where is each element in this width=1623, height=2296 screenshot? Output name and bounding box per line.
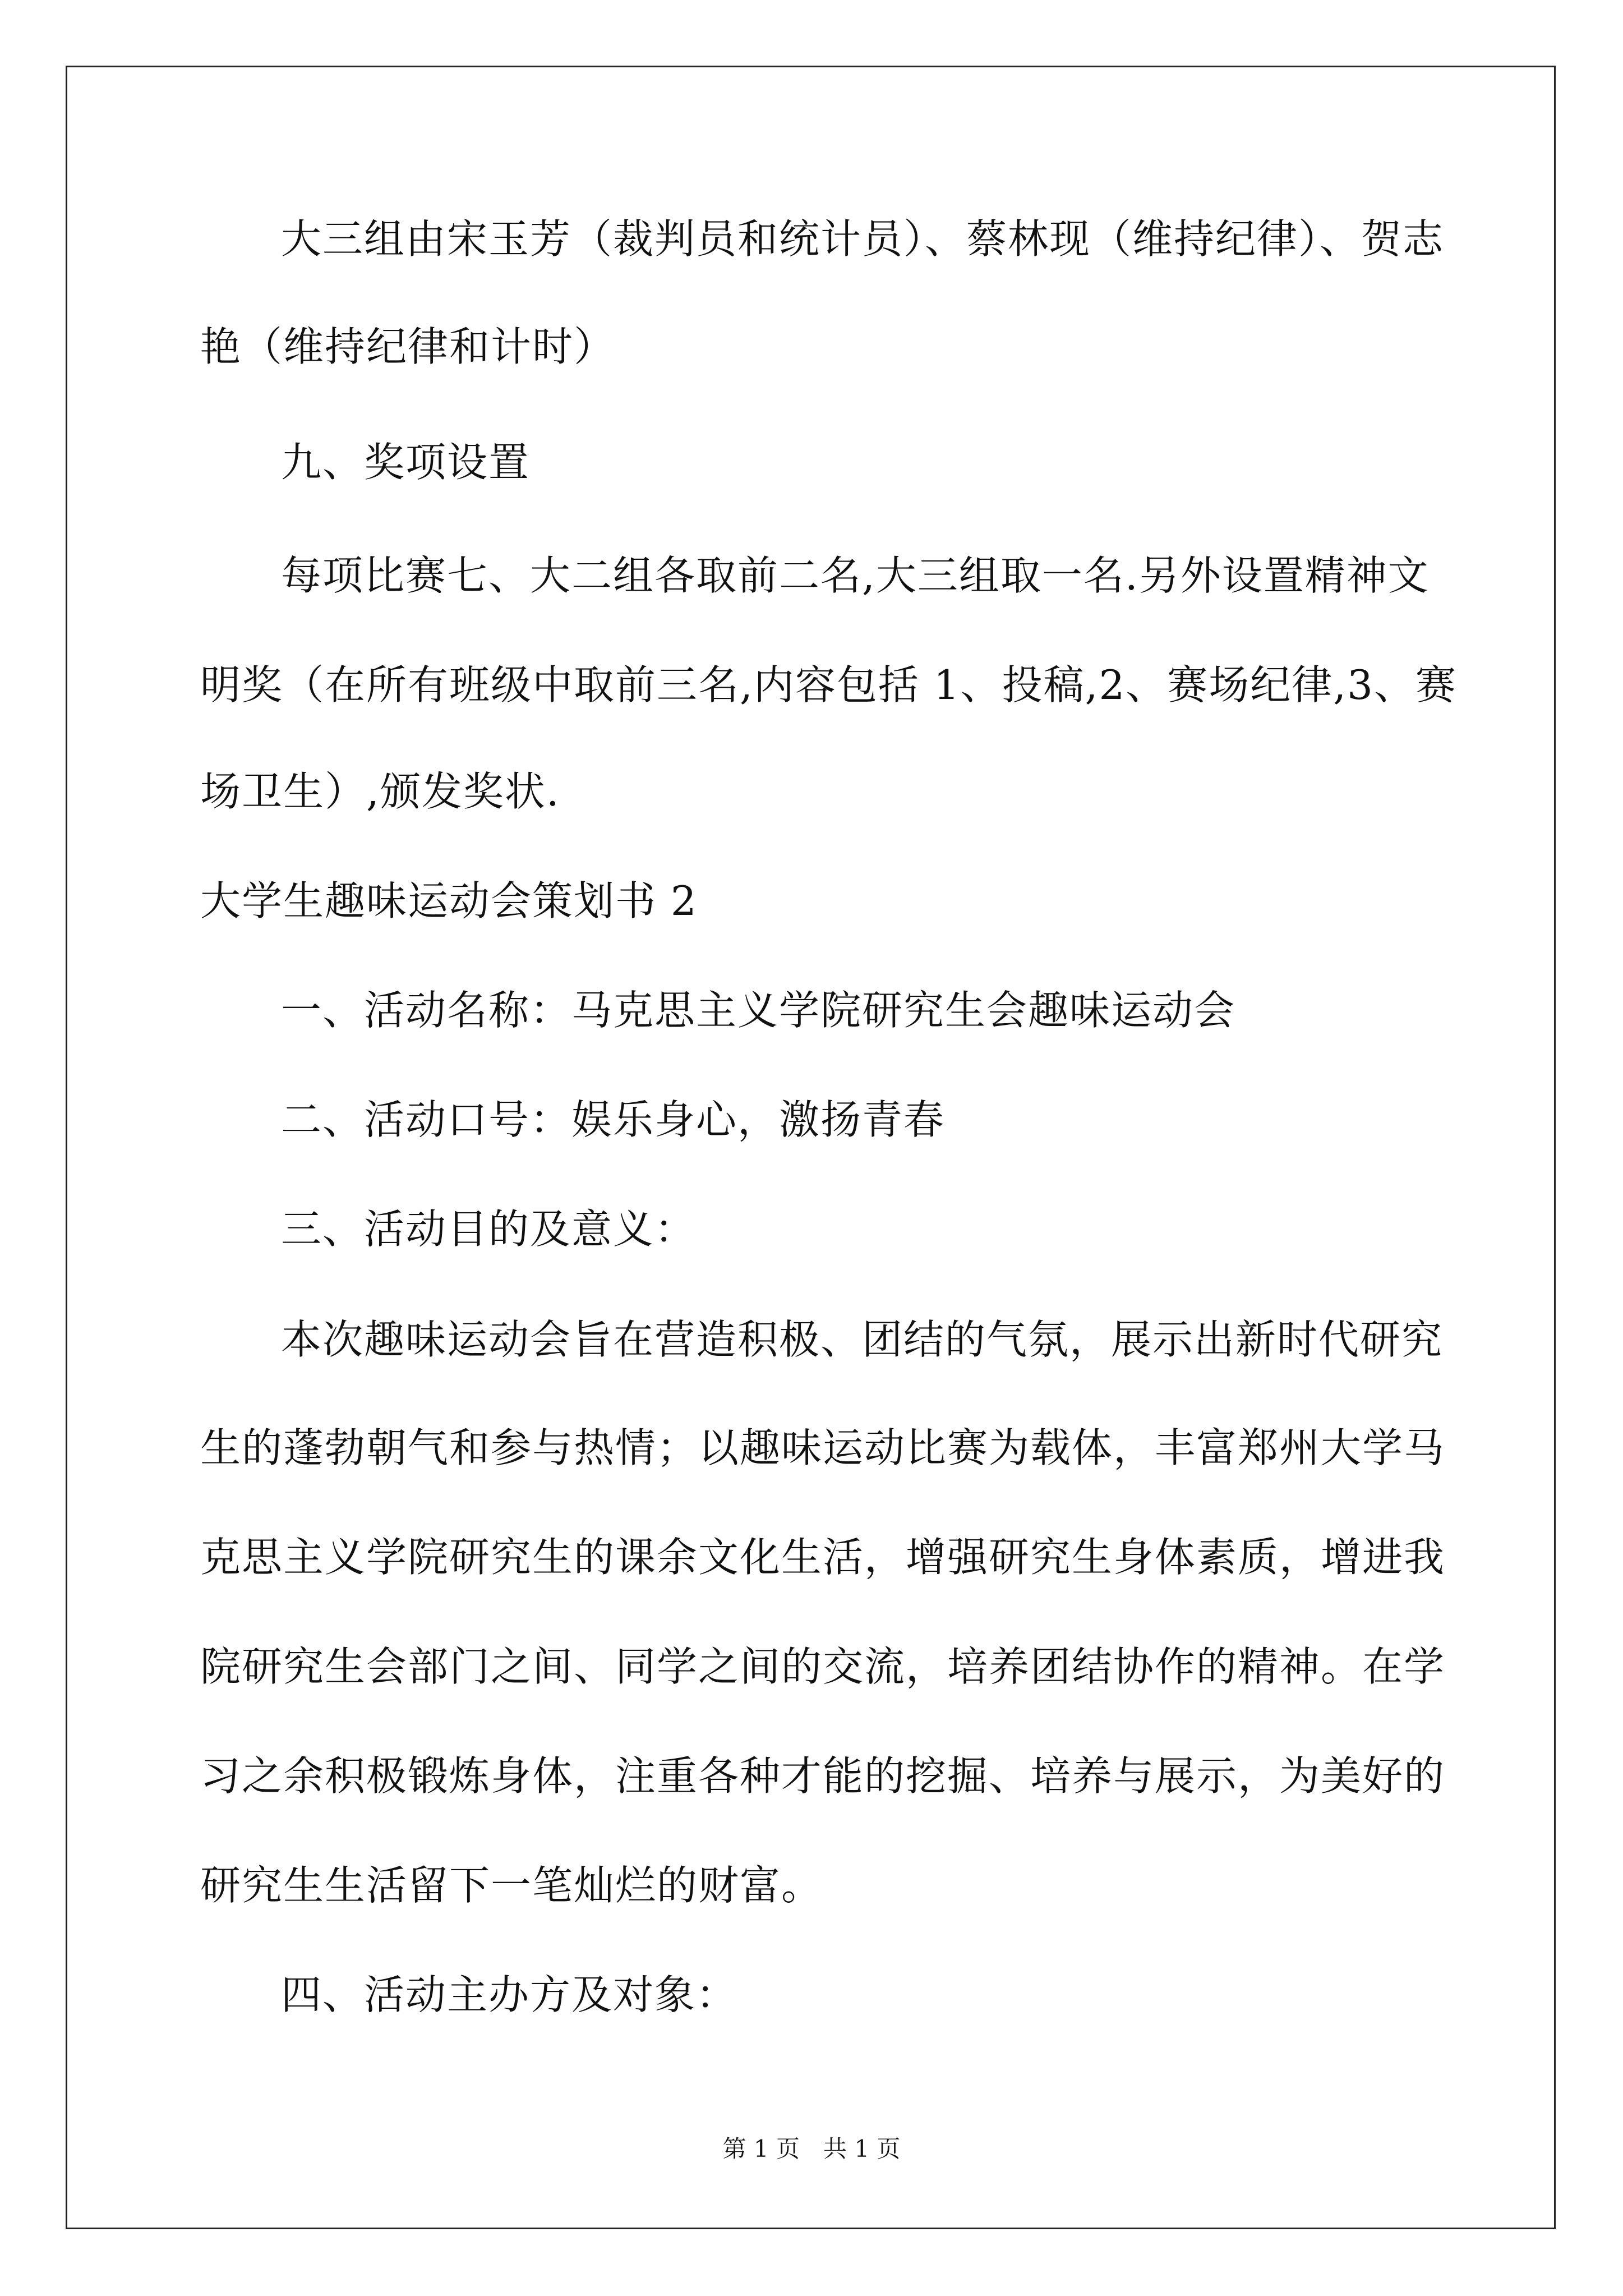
section-heading: 三、活动目的及意义：	[281, 1205, 697, 1253]
section-heading: 二、活动口号：娱乐身心，激扬青春	[281, 1096, 946, 1143]
paragraph-line: 院研究生会部门之间、同学之间的交流，培养团结协作的精神。在学	[200, 1643, 1446, 1690]
paragraph-line: 艳（维持纪律和计时）	[200, 323, 616, 370]
paragraph-line: 生的蓬勃朝气和参与热情；以趣味运动比赛为载体，丰富郑州大学马	[200, 1424, 1446, 1471]
document-title: 大学生趣味运动会策划书 2	[200, 877, 698, 924]
section-heading: 九、奖项设置	[281, 439, 531, 486]
paragraph-line: 每项比赛七、大二组各取前二名,大三组取一名.另外设置精神文	[281, 552, 1430, 599]
paragraph-line: 研究生生活留下一笔灿烂的财富。	[200, 1862, 823, 1909]
paragraph-line: 明奖（在所有班级中取前三名,内容包括 1、投稿,2、赛场纪律,3、赛	[200, 661, 1457, 708]
paragraph-line: 大三组由宋玉芳（裁判员和统计员）、蔡林现（维持纪律）、贺志	[281, 215, 1445, 263]
paragraph-line: 场卫生）,颁发奖状.	[200, 768, 560, 815]
section-heading: 四、活动主办方及对象：	[281, 1971, 738, 2018]
paragraph-line: 习之余积极锻炼身体，注重各种才能的挖掘、培养与展示，为美好的	[200, 1752, 1446, 1800]
paragraph-line: 克思主义学院研究生的课余文化生活，增强研究生身体素质，增进我	[200, 1534, 1446, 1581]
paragraph-line: 本次趣味运动会旨在营造积极、团结的气氛，展示出新时代研究	[281, 1316, 1444, 1363]
section-heading: 一、活动名称：马克思主义学院研究生会趣味运动会	[281, 987, 1236, 1034]
page-number: 第 1 页 共 1 页	[722, 2135, 901, 2162]
